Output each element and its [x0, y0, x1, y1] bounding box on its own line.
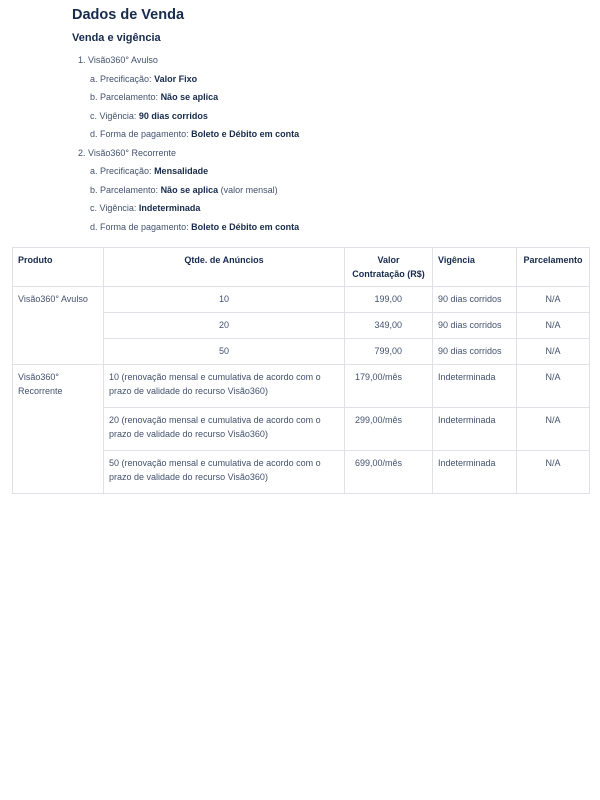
detail-label: Forma de pagamento: — [100, 221, 192, 232]
cell-validity: 90 dias corridos — [433, 313, 517, 339]
cell-value: 799,00 — [345, 339, 433, 365]
detail-value: Não se aplica — [160, 184, 219, 195]
cell-value: 699,00/mês — [345, 451, 433, 494]
detail-label: Parcelamento: — [100, 92, 161, 102]
detail-letter: d. — [90, 221, 98, 232]
cell-quantity: 50 (renovação mensal e cumulativa de acordo com o prazo de validade do recurso Visão360) — [104, 451, 345, 494]
cell-validity: 90 dias corridos — [433, 287, 517, 313]
cell-product: Visão360° Avulso — [13, 287, 104, 365]
cell-installments: N/A — [517, 451, 590, 494]
detail-letter: a. — [90, 166, 98, 176]
cell-value: 199,00 — [345, 287, 433, 313]
cell-value: 349,00 — [345, 313, 433, 339]
detail-label: Precificação: — [100, 166, 155, 176]
cell-installments: N/A — [517, 365, 590, 408]
cell-installments: N/A — [517, 408, 590, 451]
detail-letter: b. — [90, 184, 98, 195]
cell-product: Visão360° Recorrente — [13, 365, 104, 494]
page-title: Dados de Venda — [72, 7, 185, 23]
cell-validity: Indeterminada — [433, 408, 517, 451]
detail-value: 90 dias corridos — [138, 110, 208, 121]
section-heading: Venda e vigência — [72, 32, 161, 44]
detail-letter: c. — [90, 110, 98, 121]
detail-letter: b. — [90, 92, 98, 102]
header-installments: Parcelamento — [517, 248, 590, 287]
list-item — [72, 54, 299, 147]
cell-installments: N/A — [517, 313, 590, 339]
item-name: Visão360° Avulso — [88, 55, 158, 65]
detail-value: Valor Fixo — [154, 73, 198, 84]
detail-label: Vigência: — [99, 110, 139, 121]
item-name: Visão360° Recorrente — [88, 147, 177, 158]
cell-quantity: 10 (renovação mensal e cumulativa de acordo com o prazo de validade do recurso Visão360) — [104, 365, 345, 408]
header-validity: Vigência — [433, 248, 517, 287]
detail-item — [72, 202, 299, 221]
detail-letter: a. — [90, 73, 98, 84]
cell-validity: Indeterminada — [433, 365, 517, 408]
detail-item — [72, 73, 299, 92]
detail-value: Mensalidade — [154, 166, 209, 176]
detail-label: Forma de pagamento: — [100, 129, 192, 139]
header-value: Valor Contratação (R$) — [345, 248, 433, 287]
list-item — [72, 147, 299, 240]
table-row — [13, 287, 590, 313]
item-number: 1. — [78, 55, 86, 65]
table-row — [13, 365, 590, 408]
cell-quantity: 20 (renovação mensal e cumulativa de acordo com o prazo de validade do recurso Visão360) — [104, 408, 345, 451]
cell-validity: Indeterminada — [433, 451, 517, 494]
sales-list — [72, 54, 299, 239]
detail-label: Precificação: — [100, 73, 155, 84]
cell-installments: N/A — [517, 287, 590, 313]
cell-validity: 90 dias corridos — [433, 339, 517, 365]
pricing-table — [12, 247, 590, 494]
cell-value: 299,00/mês — [345, 408, 433, 451]
table-header-row — [13, 248, 590, 287]
detail-item — [72, 165, 299, 184]
detail-item — [72, 221, 299, 240]
header-quantity: Qtde. de Anúncios — [104, 248, 345, 287]
header-product: Produto — [13, 248, 104, 287]
detail-value: Indeterminada — [138, 203, 201, 213]
detail-extra: (valor mensal) — [218, 184, 278, 195]
cell-value: 179,00/mês — [345, 365, 433, 408]
detail-value: Não se aplica — [160, 92, 219, 102]
detail-letter: c. — [90, 203, 98, 213]
detail-letter: d. — [90, 129, 98, 139]
detail-value: Boleto e Débito em conta — [191, 129, 300, 139]
cell-quantity: 10 — [104, 287, 345, 313]
item-number: 2. — [78, 147, 86, 158]
cell-installments: N/A — [517, 339, 590, 365]
cell-quantity: 20 — [104, 313, 345, 339]
detail-label: Parcelamento: — [100, 184, 161, 195]
cell-quantity: 50 — [104, 339, 345, 365]
detail-item — [72, 110, 299, 129]
detail-item — [72, 91, 299, 110]
detail-label: Vigência: — [99, 203, 139, 213]
detail-item — [72, 128, 299, 147]
detail-item — [72, 184, 299, 203]
detail-value: Boleto e Débito em conta — [191, 221, 300, 232]
